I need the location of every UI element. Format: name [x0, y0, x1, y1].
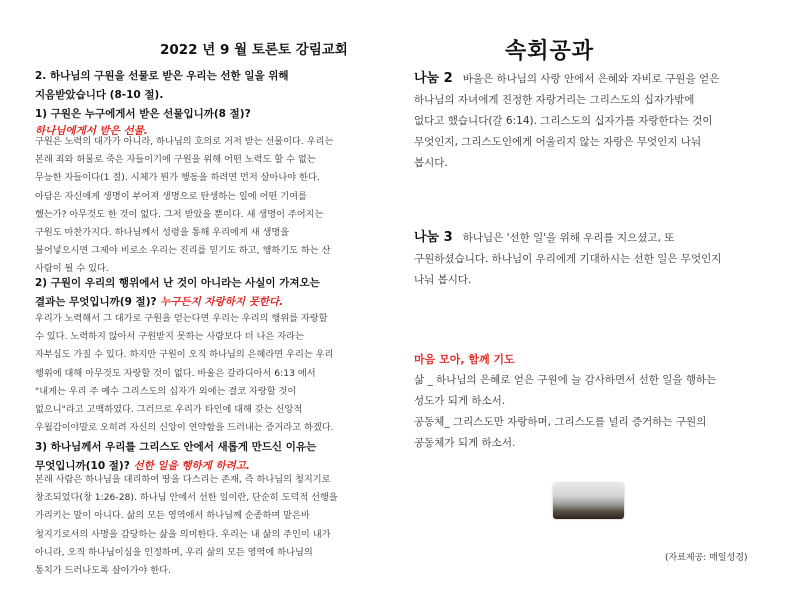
body-3-line: 창조되었다(창 1:26-28). 하나님 안에서 선한 일이란, 단순히 도덕적 선행을: [35, 492, 338, 504]
body-2-line: "내게는 우리 주 예수 그리스도의 십자가 외에는 결코 자랑할 것이: [35, 385, 297, 397]
share-2-line: 없다고 했습니다(갈 6:14). 그리스도의 십자가를 자랑한다는 것이: [414, 115, 713, 127]
page-title-left: 2022 년 9 월 토론토 강림교회: [160, 42, 348, 58]
body-2: [35, 310, 334, 437]
share-3-line: 구원하셨습니다. 하나님이 우리에게 기대하시는 선한 일은 무엇인지: [414, 253, 722, 265]
body-3: [35, 471, 338, 580]
body-2-line: 없으니"라고 고백하였다. 그러므로 우리가 타인에 대해 갖는 신앙적: [35, 404, 303, 416]
share-2-label: 나눔 2: [414, 71, 453, 86]
share-3-line1: [414, 227, 721, 249]
body-1-line: 무능한 자들이다(1 절). 시체가 뭔가 행동을 하려면 먼저 살아나야 한다.: [35, 172, 320, 184]
question-3-line1: 3) 하나님께서 우리를 그리스도 안에서 새롭게 만드신 이유는: [35, 441, 317, 453]
body-3-line: 아니라, 오직 하나님이심을 인정하며, 우리 삶의 모든 영역에 하나님의: [35, 546, 313, 558]
answer-2: 누구든지 자랑하지 못한다.: [160, 296, 284, 308]
body-3-line: 청지기로서의 사명을 감당하는 삶을 의미한다. 우리는 내 삶의 주인이 내가: [35, 528, 331, 540]
body-1-line: 본래 죄와 허물로 죽은 자들이기에 구원을 위해 어떤 노력도 할 수 없는: [35, 154, 316, 166]
body-1-line: 아담은 자신에게 생명이 부어져 생명으로 탄생하는 일에 어떤 기여를: [35, 190, 307, 202]
question-2-line1: 2) 구원이 우리의 행위에서 난 것이 아니라는 사실이 가져오는: [35, 277, 320, 289]
body-3-line: 가리키는 말이 아니다. 삶의 모든 영역에서 하나님께 순종하며 맡은바: [35, 510, 310, 522]
share-2-line: 하나님의 자녀에게 진정한 자랑거리는 그리스도의 십자가밖에: [414, 94, 695, 106]
share-3-label: 나눔 3: [414, 230, 453, 245]
body-3-line: 본래 사람은 하나님을 대리하여 땅을 다스리는 존재, 즉 하나님의 청지기로: [35, 474, 331, 485]
section-2-heading: [35, 67, 289, 124]
body-2-line: 자부심도 가질 수 있다. 하지만 구원이 오직 하나님의 은혜라면 우리는 우리: [35, 349, 334, 361]
share-2: [414, 68, 719, 174]
question-2-text: 결과는 무엇입니까(9 절)?: [35, 296, 157, 308]
prayer-line: 공동체가 되게 하소서.: [414, 437, 516, 449]
share-2-text: 바울은 하나님의 사랑 안에서 은혜와 자비로 구원을 얻은: [462, 73, 720, 85]
share-3: [414, 227, 721, 291]
body-1-line: 구원은 노력의 대가가 아니라, 하나님의 호의로 거저 받는 선물이다. 우리는: [35, 136, 334, 147]
body-2-line: 우리가 노력해서 그 대가로 구원을 얻는다면 우리는 우리의 행위를 자랑할: [35, 313, 328, 324]
prayer-body: [414, 370, 716, 454]
body-2-line: 행위에 대해 아무것도 자랑할 것이 없다. 바울은 갈라디아서 6:13 에서: [35, 367, 316, 379]
answer-3: 선한 일을 행하게 하려고.: [133, 460, 250, 472]
share-2-line: 봅시다.: [414, 157, 448, 169]
prayer-line: 성도가 되게 하소서.: [414, 395, 506, 407]
section-2-heading-line1: 2. 하나님의 구원을 선물로 받은 우리는 선한 일을 위해: [35, 70, 289, 82]
body-1: [35, 133, 333, 279]
prayer-title: 마음 모아, 함께 기도: [414, 353, 515, 366]
body-1-line: 불어넣으시면 그제야 비로소 우리는 진리를 믿기도 하고, 행하기도 하는 산: [35, 245, 331, 257]
body-1-line: 했는가? 아무것도 한 것이 없다. 그저 받았을 뿐이다. 새 생명이 주어지는: [35, 208, 324, 220]
prayer-line: 삶 _ 하나님의 은혜로 얻은 구원에 늘 감사하면서 선한 일을 행하는: [414, 374, 717, 386]
body-2-line: 우월감이야말로 오히려 자신의 신앙이 연약함을 드러내는 증거라고 하겠다.: [35, 422, 334, 434]
source-credit: (자료제공: 매일성경): [665, 553, 748, 563]
prayer-line: 공동체_ 그리스도만 자랑하며, 그리스도를 널리 증거하는 구원의: [414, 416, 707, 428]
share-2-line: 무엇인지, 그리스도인에게 어울리지 않는 자랑은 무엇인지 나눠: [414, 136, 702, 148]
body-1-line: 구원도 마찬가지다. 하나님께서 성령을 통해 우리에게 새 생명을: [35, 227, 290, 239]
question-1: 1) 구원은 누구에게서 받은 선물입니까(8 절)?: [35, 108, 251, 120]
body-2-line: 수 있다. 노력하지 않아서 구원받지 못하는 사람보다 더 나은 자라는: [35, 331, 304, 343]
share-3-line: 나눠 봅시다.: [414, 274, 472, 286]
page-title-right: 속회공과: [505, 39, 595, 64]
question-2: [35, 274, 320, 312]
bible-photo-image: [553, 483, 624, 519]
question-3-text: 무엇입니까(10 절)?: [35, 460, 130, 472]
section-2-heading-line2: 지음받았습니다 (8-10 절).: [35, 89, 164, 101]
share-2-line1: [414, 68, 719, 90]
share-3-text: 하나님은 '선한 일'을 위해 우리를 지으셨고, 또: [462, 232, 675, 244]
body-1-line: 사람이 될 수 있다.: [35, 263, 109, 275]
body-3-line: 통치가 드러나도록 살아가야 한다.: [35, 565, 171, 577]
answer-1: 하나님에게서 받은 선물.: [35, 125, 148, 137]
